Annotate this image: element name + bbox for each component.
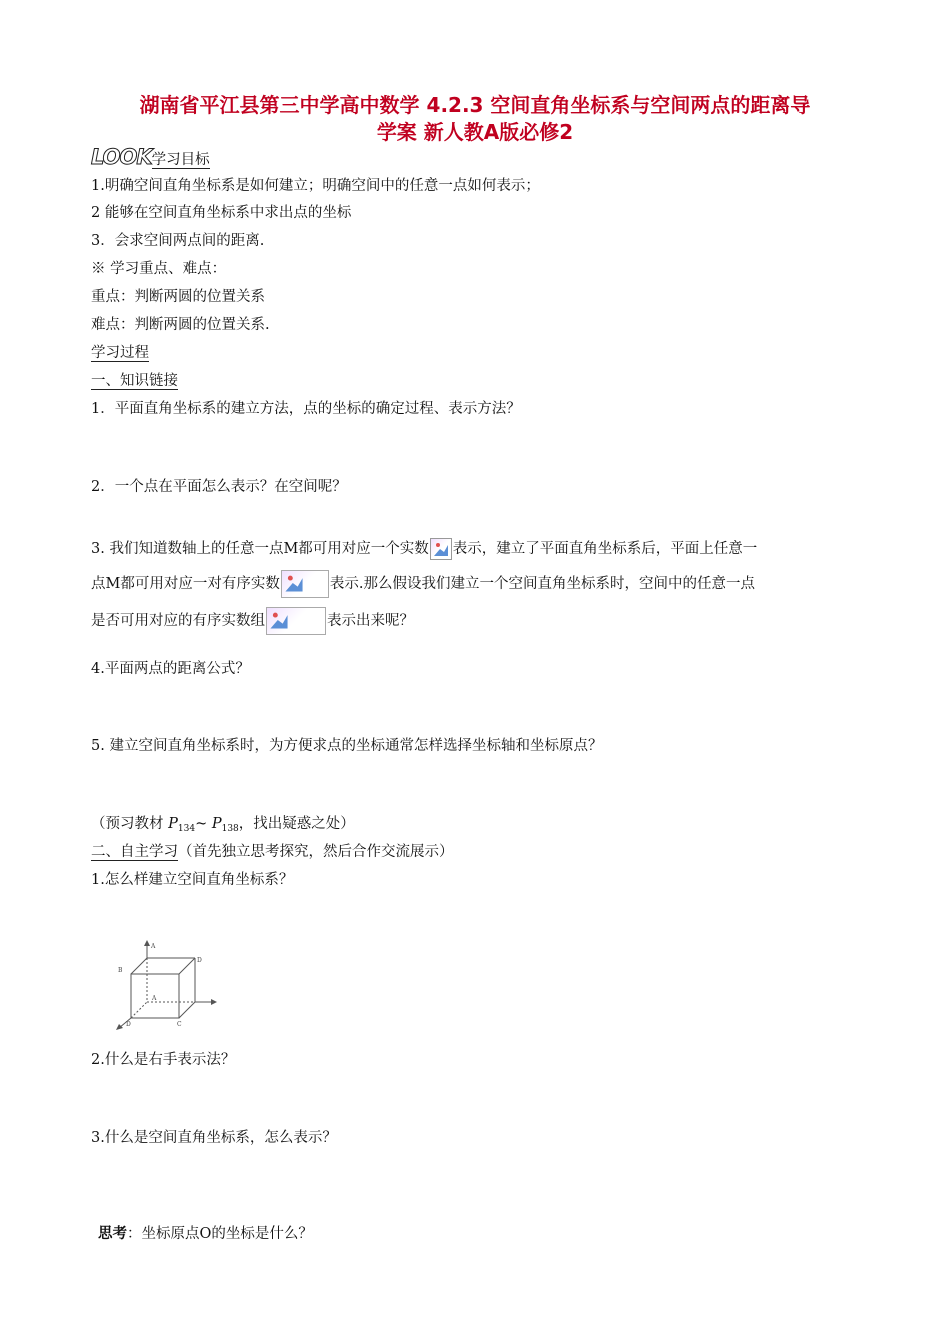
key-point: 重点：判断两圆的位置关系: [91, 289, 265, 305]
self-study-1: 1.怎么样建立空间直角坐标系？: [91, 872, 294, 888]
document-title-line2: 学案 新人教A版必修2: [376, 120, 574, 144]
label-c: C: [177, 1021, 182, 1028]
question-3-line-3: 是否可用对应的有序实数组 表示出来呢？: [91, 607, 414, 635]
coordinate-cube-diagram: [105, 938, 225, 1030]
preview-note: （预习教材 $P_{134}\sim$ $P_{138}$，找出疑惑之处）: [91, 816, 355, 834]
difficulty-point: 难点：判断两圆的位置关系.: [91, 317, 270, 333]
goal-item-1: 1.明确空间直角坐标系是如何建立；明确空间中的任意一点如何表示；: [91, 178, 540, 194]
question-1: 1．平面直角坐标系的建立方法，点的坐标的确定过程、表示方法？: [91, 401, 521, 417]
goal-item-2: 2 能够在空间直角坐标系中求出点的坐标: [91, 205, 352, 221]
section-1-heading: 一、知识链接: [91, 373, 178, 389]
formula-image-placeholder: [266, 607, 326, 635]
formula-image-placeholder: [430, 538, 452, 560]
question-4: 4.平面两点的距离公式？: [91, 661, 250, 677]
label-a1: A: [151, 943, 156, 950]
formula-image-placeholder: [281, 570, 329, 598]
label-d: D: [126, 1021, 131, 1028]
label-d1: D: [197, 957, 202, 964]
process-heading: 学习过程: [91, 345, 149, 361]
z-axis-arrow-icon: [144, 940, 150, 946]
self-study-3: 3.什么是空间直角坐标系，怎么表示？: [91, 1130, 337, 1146]
self-study-2: 2.什么是右手表示法？: [91, 1052, 236, 1068]
think-text: ：坐标原点O的坐标是什么？: [127, 1226, 313, 1242]
goal-item-3: 3．会求空间两点间的距离.: [91, 233, 265, 249]
question-3-line-2: 点M都可用对应一对有序实数 表示.那么假设我们建立一个空间直角坐标系时，空间中的任意一点: [91, 570, 755, 598]
section-2-heading: 二、自主学习（首先独立思考探究，然后合作交流展示）: [91, 844, 454, 860]
question-3-line-1: 3. 我们知道数轴上的任意一点M都可用对应一个实数 表示，建立了平面直角坐标系后，平面上任意一: [91, 538, 757, 560]
label-b1: B: [118, 967, 123, 974]
y-axis-arrow-icon: [211, 999, 217, 1005]
goals-heading-row: [91, 147, 210, 170]
think-question: [98, 1224, 313, 1244]
label-a: A: [152, 995, 157, 1002]
question-2: 2．一个点在平面怎么表示？在空间呢？: [91, 479, 347, 495]
goals-heading: 学习目标: [151, 152, 210, 168]
key-points-heading: ※ 学习重点、难点：: [91, 261, 227, 277]
look-logo: LOOK: [91, 145, 152, 169]
question-5: 5. 建立空间直角坐标系时，为方便求点的坐标通常怎样选择坐标轴和坐标原点？: [91, 738, 603, 754]
document-title-line1: 湖南省平江县第三中学高中数学 4.2.3 空间直角坐标系与空间两点的距离导: [139, 93, 811, 117]
think-label: 思考: [98, 1225, 127, 1242]
